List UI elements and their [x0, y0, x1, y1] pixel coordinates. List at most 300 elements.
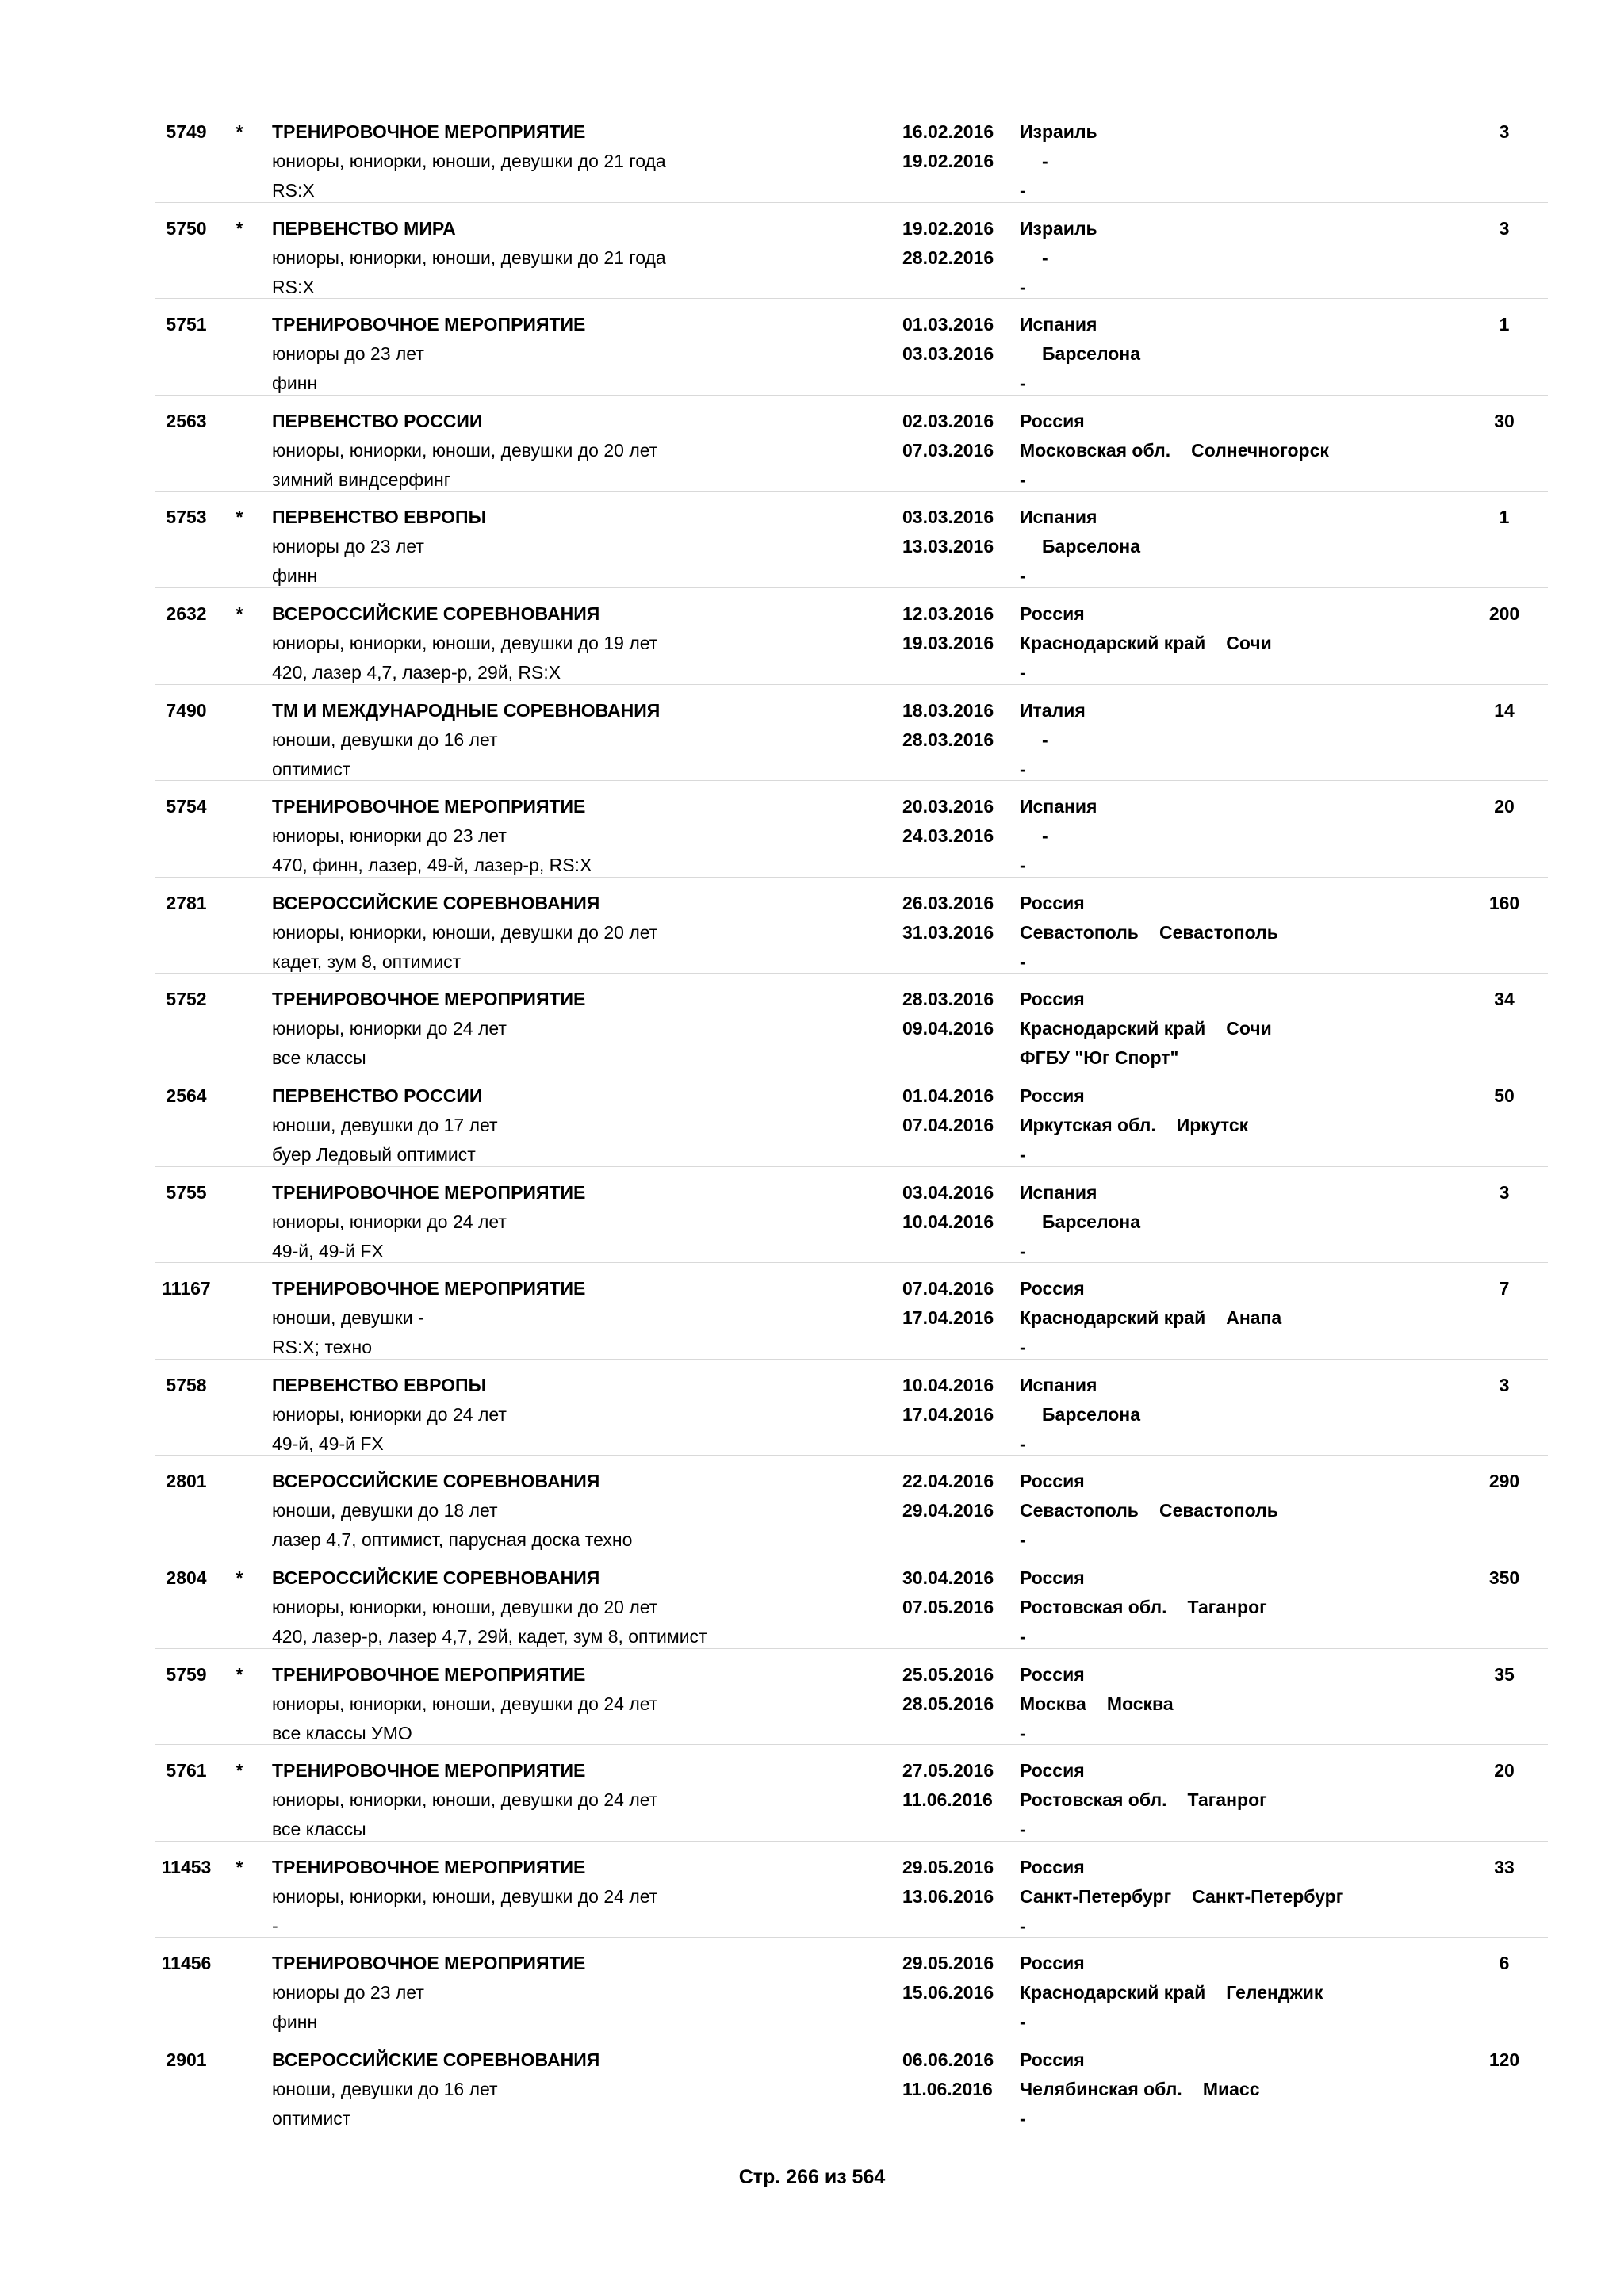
participant-count: 1	[1499, 507, 1510, 528]
event-description	[272, 1563, 707, 1651]
event-title: ТРЕНИРОВОЧНОЕ МЕРОПРИЯТИЕ	[272, 1760, 586, 1781]
event-title: ТРЕНИРОВОЧНОЕ МЕРОПРИЯТИЕ	[272, 1181, 586, 1203]
event-venue: -	[1020, 2011, 1026, 2033]
event-country: Россия	[1020, 1278, 1085, 1299]
event-city: -	[1042, 151, 1048, 171]
date-from: 19.02.2016	[902, 217, 994, 239]
date-to: 09.04.2016	[902, 1018, 994, 1039]
event-title: ПЕРВЕНСТВО РОССИИ	[272, 1085, 483, 1106]
event-location	[1020, 1660, 1174, 1748]
event-description	[272, 2045, 599, 2133]
event-title: ТРЕНИРОВОЧНОЕ МЕРОПРИЯТИЕ	[272, 1663, 586, 1685]
event-country: Россия	[1020, 1471, 1085, 1492]
event-title: ВСЕРОССИЙСКИЕ СОРЕВНОВАНИЯ	[272, 892, 600, 913]
date-to: 28.03.2016	[902, 729, 994, 750]
event-location	[1020, 1371, 1140, 1459]
event-classes: лазер 4,7, оптимист, парусная доска техно	[272, 1529, 633, 1551]
event-id: 5758	[166, 1374, 207, 1395]
event-city: Солнечногорск	[1191, 439, 1329, 461]
table-row	[155, 1552, 1548, 1649]
event-region: Санкт-Петербург	[1020, 1885, 1172, 1907]
event-region: Ростовская обл.	[1020, 1596, 1167, 1617]
table-row	[155, 588, 1548, 685]
event-location	[1020, 985, 1272, 1073]
event-region: Иркутская обл.	[1020, 1114, 1156, 1135]
event-title: ПЕРВЕНСТВО МИРА	[272, 217, 456, 239]
event-location	[1020, 792, 1097, 880]
date-to: 19.03.2016	[902, 632, 994, 653]
event-region: Севастополь	[1020, 921, 1139, 943]
event-participants: юниоры до 23 лет	[272, 343, 424, 365]
event-description	[272, 599, 657, 687]
event-location	[1020, 1563, 1267, 1651]
event-dates	[902, 1660, 994, 1719]
participant-count: 7	[1499, 1278, 1510, 1299]
event-city: -	[1042, 247, 1048, 268]
table-row	[155, 106, 1548, 203]
event-title: ВСЕРОССИЙСКИЕ СОРЕВНОВАНИЯ	[272, 603, 600, 624]
event-participants: юниоры, юниорки до 24 лет	[272, 1403, 507, 1425]
participant-count: 3	[1499, 217, 1510, 239]
event-classes: все классы УМО	[272, 1722, 412, 1743]
event-location	[1020, 117, 1097, 205]
date-to: 29.04.2016	[902, 1500, 994, 1521]
event-participants: юноши, девушки до 17 лет	[272, 1114, 498, 1135]
event-title: ТРЕНИРОВОЧНОЕ МЕРОПРИЯТИЕ	[272, 1953, 586, 1974]
event-location	[1020, 599, 1272, 687]
event-title: ПЕРВЕНСТВО ЕВРОПЫ	[272, 507, 487, 528]
event-participants: юноши, девушки до 16 лет	[272, 2078, 498, 2099]
event-dates	[902, 117, 994, 176]
participant-count: 14	[1494, 699, 1515, 721]
event-participants: юниоры, юниорки, юноши, девушки до 24 лет	[272, 1885, 658, 1907]
event-title: ТРЕНИРОВОЧНОЕ МЕРОПРИЯТИЕ	[272, 989, 586, 1010]
event-location	[1020, 310, 1140, 398]
international-marker: *	[236, 217, 243, 239]
event-country: Россия	[1020, 1856, 1085, 1877]
event-classes: финн	[272, 565, 318, 587]
event-id: 5751	[166, 314, 207, 335]
participant-count: 50	[1494, 1085, 1515, 1106]
event-dates	[902, 1274, 994, 1333]
table-row	[155, 1263, 1548, 1360]
event-description	[272, 1274, 585, 1362]
event-id: 5749	[166, 121, 207, 142]
event-title: ТРЕНИРОВОЧНОЕ МЕРОПРИЯТИЕ	[272, 796, 586, 817]
participant-count: 290	[1488, 1471, 1520, 1492]
event-participants: юниоры до 23 лет	[272, 1982, 424, 2003]
event-dates	[902, 696, 994, 755]
event-region: Краснодарский край	[1020, 1018, 1206, 1039]
participant-count: 160	[1488, 892, 1520, 913]
participant-count: 20	[1494, 1760, 1515, 1781]
event-id: 5755	[166, 1181, 207, 1203]
event-title: ПЕРВЕНСТВО РОССИИ	[272, 410, 483, 431]
date-from: 25.05.2016	[902, 1663, 994, 1685]
event-participants: юниоры, юниорки, юноши, девушки до 24 лет	[272, 1693, 658, 1714]
table-row	[155, 299, 1548, 396]
event-country: Испания	[1020, 1374, 1097, 1395]
event-country: Испания	[1020, 314, 1097, 335]
participant-count: 20	[1494, 796, 1515, 817]
event-participants: юноши, девушки до 16 лет	[272, 729, 498, 750]
date-to: 13.03.2016	[902, 536, 994, 557]
table-row	[155, 781, 1548, 878]
event-location	[1020, 1949, 1323, 2037]
international-marker: *	[236, 507, 243, 528]
event-city: Санкт-Петербург	[1192, 1885, 1344, 1907]
event-dates	[902, 1949, 994, 2007]
event-dates	[902, 214, 994, 273]
event-region: Севастополь	[1020, 1500, 1139, 1521]
date-from: 16.02.2016	[902, 121, 994, 142]
international-marker: *	[236, 1663, 243, 1685]
table-row	[155, 1649, 1548, 1746]
event-venue: -	[1020, 1722, 1026, 1743]
event-country: Россия	[1020, 1085, 1085, 1106]
participant-count: 6	[1499, 1953, 1510, 1974]
event-city: Москва	[1106, 1693, 1174, 1714]
table-row	[155, 1360, 1548, 1456]
event-id: 11453	[161, 1856, 212, 1877]
event-location	[1020, 407, 1329, 495]
event-classes: все классы	[272, 1819, 366, 1840]
event-classes: RS:X	[272, 180, 315, 201]
event-location	[1020, 696, 1086, 784]
date-from: 29.05.2016	[902, 1953, 994, 1974]
event-description	[272, 117, 666, 205]
event-dates	[902, 985, 994, 1043]
event-country: Россия	[1020, 1567, 1085, 1588]
event-title: ТРЕНИРОВОЧНОЕ МЕРОПРИЯТИЕ	[272, 121, 586, 142]
participant-count: 35	[1494, 1663, 1515, 1685]
event-classes: все классы	[272, 1047, 366, 1069]
event-description	[272, 1949, 585, 2037]
event-participants: юниоры, юниорки, юноши, девушки до 24 лет	[272, 1789, 658, 1811]
event-dates	[902, 2045, 994, 2104]
event-dates	[902, 1853, 994, 1911]
participant-count: 120	[1488, 2049, 1520, 2070]
event-description	[272, 1081, 498, 1169]
event-venue: -	[1020, 276, 1026, 297]
event-description	[272, 792, 592, 880]
event-city: Геленджик	[1226, 1982, 1323, 2003]
event-participants: юниоры, юниорки до 24 лет	[272, 1211, 507, 1232]
event-location	[1020, 214, 1097, 302]
table-row	[155, 1167, 1548, 1264]
event-dates	[902, 792, 994, 851]
event-description	[272, 1467, 632, 1555]
participant-count: 1	[1499, 314, 1510, 335]
date-from: 20.03.2016	[902, 796, 994, 817]
event-venue: -	[1020, 2107, 1026, 2129]
event-country: Россия	[1020, 1663, 1085, 1685]
date-from: 18.03.2016	[902, 699, 994, 721]
event-participants: юниоры, юниорки, юноши, девушки до 20 лет	[272, 439, 658, 461]
event-description	[272, 214, 666, 302]
event-description	[272, 1660, 657, 1748]
event-title: ТРЕНИРОВОЧНОЕ МЕРОПРИЯТИЕ	[272, 1856, 586, 1877]
date-to: 15.06.2016	[902, 1982, 994, 2003]
event-venue: -	[1020, 180, 1026, 201]
event-title: ВСЕРОССИЙСКИЕ СОРЕВНОВАНИЯ	[272, 1471, 600, 1492]
date-to: 28.02.2016	[902, 247, 994, 268]
event-location	[1020, 889, 1278, 977]
event-classes: кадет, зум 8, оптимист	[272, 951, 462, 972]
event-region: Краснодарский край	[1020, 1307, 1206, 1329]
event-location	[1020, 1178, 1140, 1266]
table-row	[155, 974, 1548, 1070]
date-to: 19.02.2016	[902, 151, 994, 171]
event-participants: юниоры до 23 лет	[272, 536, 424, 557]
date-from: 01.04.2016	[902, 1085, 994, 1106]
event-venue: -	[1020, 469, 1026, 490]
date-from: 26.03.2016	[902, 892, 994, 913]
event-classes: 49-й, 49-й FX	[272, 1240, 384, 1261]
participant-count: 3	[1499, 1374, 1510, 1395]
event-id: 5761	[166, 1760, 207, 1781]
event-description	[272, 407, 657, 495]
event-classes: 49-й, 49-й FX	[272, 1433, 384, 1454]
event-city: Сочи	[1226, 1018, 1272, 1039]
event-city: Севастополь	[1159, 921, 1278, 943]
event-dates	[902, 1563, 994, 1622]
event-participants: юниоры, юниорки, юноши, девушки до 20 лет	[272, 1596, 658, 1617]
table-row	[155, 1842, 1548, 1938]
date-from: 03.04.2016	[902, 1181, 994, 1203]
event-id: 11456	[161, 1953, 212, 1974]
event-location	[1020, 2045, 1260, 2133]
event-venue: -	[1020, 661, 1026, 683]
event-city: Барселона	[1042, 343, 1140, 365]
event-id: 7490	[166, 699, 207, 721]
event-dates	[902, 407, 994, 465]
date-to: 10.04.2016	[902, 1211, 994, 1232]
table-row	[155, 2034, 1548, 2131]
event-id: 2804	[166, 1567, 207, 1588]
date-to: 17.04.2016	[902, 1403, 994, 1425]
event-id: 5759	[166, 1663, 207, 1685]
event-classes: финн	[272, 373, 318, 394]
date-from: 12.03.2016	[902, 603, 994, 624]
event-city: Анапа	[1226, 1307, 1282, 1329]
event-classes: финн	[272, 2011, 318, 2033]
event-venue: -	[1020, 373, 1026, 394]
event-id: 5754	[166, 796, 207, 817]
event-participants: юниоры, юниорки до 23 лет	[272, 825, 507, 847]
date-to: 07.03.2016	[902, 439, 994, 461]
date-from: 22.04.2016	[902, 1471, 994, 1492]
event-description	[272, 1371, 507, 1459]
date-from: 29.05.2016	[902, 1856, 994, 1877]
event-city: Таганрог	[1187, 1596, 1267, 1617]
event-classes: зимний виндсерфинг	[272, 469, 451, 490]
event-venue: -	[1020, 1143, 1026, 1165]
date-to: 03.03.2016	[902, 343, 994, 365]
date-to: 11.06.2016	[902, 2078, 993, 2099]
date-to: 24.03.2016	[902, 825, 994, 847]
event-id: 2901	[166, 2049, 207, 2070]
event-description	[272, 1756, 657, 1844]
event-dates	[902, 1756, 994, 1815]
event-country: Россия	[1020, 892, 1085, 913]
event-country: Россия	[1020, 603, 1085, 624]
event-location	[1020, 1467, 1278, 1555]
date-from: 02.03.2016	[902, 410, 994, 431]
event-dates	[902, 1467, 994, 1525]
event-venue: -	[1020, 758, 1026, 779]
event-dates	[902, 1081, 994, 1140]
event-id: 5753	[166, 507, 207, 528]
date-from: 07.04.2016	[902, 1278, 994, 1299]
event-dates	[902, 1371, 994, 1429]
event-dates	[902, 889, 994, 947]
table-row	[155, 492, 1548, 588]
participant-count: 33	[1494, 1856, 1515, 1877]
event-country: Россия	[1020, 1760, 1085, 1781]
event-id: 11167	[162, 1278, 211, 1299]
international-marker: *	[236, 603, 243, 624]
table-row	[155, 1456, 1548, 1552]
event-title: ТРЕНИРОВОЧНОЕ МЕРОПРИЯТИЕ	[272, 1278, 586, 1299]
event-venue: -	[1020, 855, 1026, 876]
event-region: Челябинская обл.	[1020, 2078, 1182, 2099]
event-id: 2563	[166, 410, 207, 431]
event-classes: 470, финн, лазер, 49-й, лазер-р, RS:X	[272, 855, 592, 876]
event-title: ПЕРВЕНСТВО ЕВРОПЫ	[272, 1374, 487, 1395]
event-country: Израиль	[1020, 121, 1097, 142]
event-description	[272, 310, 585, 398]
event-participants: юноши, девушки до 18 лет	[272, 1500, 498, 1521]
event-region: Московская обл.	[1020, 439, 1171, 461]
event-description	[272, 503, 486, 591]
international-marker: *	[236, 1567, 243, 1588]
event-location	[1020, 1756, 1267, 1844]
event-venue: -	[1020, 1337, 1026, 1358]
event-description	[272, 1178, 585, 1266]
international-marker: *	[236, 1856, 243, 1877]
date-from: 03.03.2016	[902, 507, 994, 528]
event-description	[272, 1853, 657, 1941]
events-table	[155, 106, 1548, 2130]
event-participants: юноши, девушки -	[272, 1307, 424, 1329]
event-country: Россия	[1020, 2049, 1085, 2070]
event-location	[1020, 1853, 1343, 1941]
date-to: 13.06.2016	[902, 1885, 994, 1907]
event-city: Севастополь	[1159, 1500, 1278, 1521]
page-number: Стр. 266 из 564	[738, 2166, 886, 2188]
event-city: Миасс	[1202, 2078, 1260, 2099]
event-description	[272, 696, 660, 784]
event-country: Испания	[1020, 796, 1097, 817]
participant-count: 30	[1494, 410, 1515, 431]
event-dates	[902, 503, 994, 561]
event-classes: оптимист	[272, 2107, 351, 2129]
international-marker: *	[236, 121, 243, 142]
event-title: ВСЕРОССИЙСКИЕ СОРЕВНОВАНИЯ	[272, 1567, 600, 1588]
event-city: Барселона	[1042, 1403, 1140, 1425]
event-classes: RS:X; техно	[272, 1337, 373, 1358]
event-id: 2801	[166, 1471, 207, 1492]
participant-count: 200	[1488, 603, 1520, 624]
event-venue: ФГБУ "Юг Спорт"	[1020, 1047, 1179, 1069]
event-participants: юниоры, юниорки до 24 лет	[272, 1018, 507, 1039]
event-country: Италия	[1020, 699, 1086, 721]
table-row	[155, 1745, 1548, 1842]
date-from: 10.04.2016	[902, 1374, 994, 1395]
event-country: Россия	[1020, 989, 1085, 1010]
event-id: 5752	[166, 989, 207, 1010]
event-classes: -	[272, 1915, 278, 1936]
event-participants: юниоры, юниорки, юноши, девушки до 21 года	[272, 151, 666, 171]
event-id: 5750	[166, 217, 207, 239]
date-to: 11.06.2016	[902, 1789, 993, 1811]
event-country: Израиль	[1020, 217, 1097, 239]
event-classes: буер Ледовый оптимист	[272, 1143, 476, 1165]
event-city: Барселона	[1042, 536, 1140, 557]
event-classes: RS:X	[272, 276, 315, 297]
event-location	[1020, 1274, 1281, 1362]
participant-count: 3	[1499, 121, 1510, 142]
event-city: Сочи	[1226, 632, 1272, 653]
event-id: 2632	[166, 603, 207, 624]
event-location	[1020, 1081, 1248, 1169]
event-venue: -	[1020, 1819, 1026, 1840]
date-from: 30.04.2016	[902, 1567, 994, 1588]
date-to: 07.05.2016	[902, 1596, 994, 1617]
participant-count: 3	[1499, 1181, 1510, 1203]
event-region: Краснодарский край	[1020, 632, 1206, 653]
date-from: 27.05.2016	[902, 1760, 994, 1781]
event-id: 2564	[166, 1085, 207, 1106]
table-row	[155, 685, 1548, 782]
event-classes: 420, лазер 4,7, лазер-р, 29й, RS:X	[272, 661, 561, 683]
event-city: -	[1042, 729, 1048, 750]
table-row	[155, 878, 1548, 974]
event-city: Иркутск	[1176, 1114, 1249, 1135]
event-location	[1020, 503, 1140, 591]
participant-count: 34	[1494, 989, 1515, 1010]
event-region: Ростовская обл.	[1020, 1789, 1167, 1811]
event-id: 2781	[166, 892, 207, 913]
event-city: Барселона	[1042, 1211, 1140, 1232]
event-title: ВСЕРОССИЙСКИЕ СОРЕВНОВАНИЯ	[272, 2049, 600, 2070]
participant-count: 350	[1488, 1567, 1520, 1588]
date-to: 28.05.2016	[902, 1693, 994, 1714]
event-dates	[902, 1178, 994, 1237]
event-country: Испания	[1020, 507, 1097, 528]
table-row	[155, 1938, 1548, 2034]
event-region: Москва	[1020, 1693, 1086, 1714]
date-from: 28.03.2016	[902, 989, 994, 1010]
event-country: Россия	[1020, 410, 1085, 431]
event-dates	[902, 599, 994, 658]
event-venue: -	[1020, 1915, 1026, 1936]
date-to: 17.04.2016	[902, 1307, 994, 1329]
event-title: ТМ И МЕЖДУНАРОДНЫЕ СОРЕВНОВАНИЯ	[272, 699, 661, 721]
event-venue: -	[1020, 565, 1026, 587]
event-description	[272, 985, 585, 1073]
table-row	[155, 396, 1548, 492]
event-country: Испания	[1020, 1181, 1097, 1203]
table-row	[155, 1070, 1548, 1167]
event-venue: -	[1020, 1433, 1026, 1454]
event-participants: юниоры, юниорки, юноши, девушки до 20 лет	[272, 921, 658, 943]
date-to: 31.03.2016	[902, 921, 994, 943]
event-classes: оптимист	[272, 758, 351, 779]
date-from: 06.06.2016	[902, 2049, 994, 2070]
event-venue: -	[1020, 951, 1026, 972]
